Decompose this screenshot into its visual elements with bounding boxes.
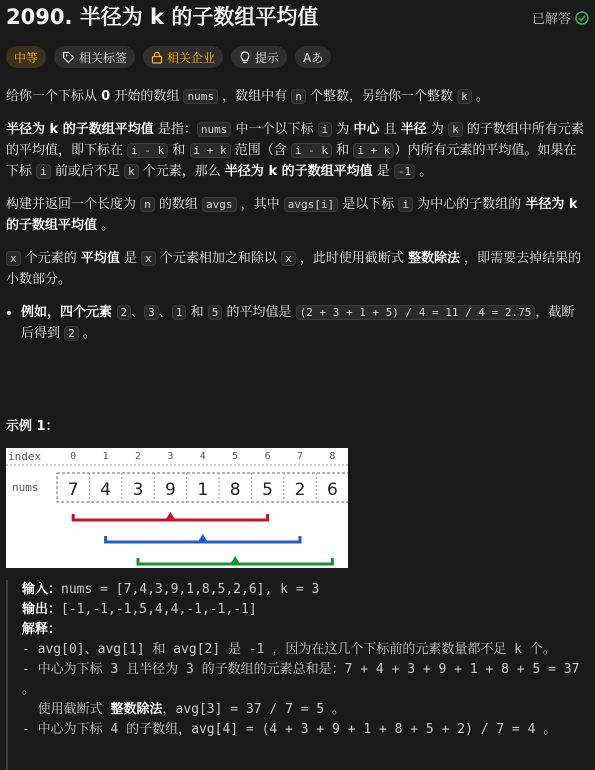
title-row: [6, 2, 589, 32]
center-marker: [165, 512, 175, 520]
array-value: 6: [326, 480, 338, 500]
difficulty-badge[interactable]: [6, 46, 46, 68]
index-tick: 2: [134, 451, 142, 462]
translate-icon: Aあ: [303, 50, 324, 65]
translate-button[interactable]: [295, 46, 331, 68]
solved-label: 已解答: [531, 12, 571, 27]
desc-paragraph-4: x 个元素的 平均值 是 x 个元素相加之和除以 x ，此时使用截断式 整数除法 ，即需要去掉结果的小数部分。: [6, 251, 582, 287]
array-value: 2: [294, 480, 306, 500]
center-marker: [230, 556, 240, 564]
example-figure-svg: [6, 448, 348, 568]
explain-line-3: 使用截断式 整数除法，avg[3] = 37 / 7 = 5 。: [22, 702, 346, 717]
related-companies-button[interactable]: [143, 46, 223, 68]
index-tick: 7: [296, 451, 304, 462]
array-value: 3: [132, 480, 144, 500]
problem-title: 2090. 半径为 k 的子数组平均值: [6, 5, 319, 29]
desc-bullet-list: [6, 302, 586, 344]
index-tick: 4: [199, 451, 206, 462]
list-item: • 例如，四个元素 2 、 3 、 1 和 5 的平均值是 (2 + 3 + 1 + 5) / 4 = 11 / 4 = 2.75 ，截断后得到 2 。: [21, 302, 586, 344]
desc-paragraph-1: 给你一个下标从 0 开始的数组 nums ，数组中有 n 个整数，另给你一个整数 k 。: [6, 89, 489, 104]
example-input-line: [22, 580, 591, 600]
related-tags-label: 相关标签: [79, 50, 128, 65]
output-label: 输出：: [22, 602, 62, 617]
center-marker: [198, 534, 208, 542]
tag-icon: [62, 51, 75, 64]
array-value: 5: [262, 480, 274, 500]
output-value: [-1,-1,-1,5,4,4,-1,-1,-1]: [61, 602, 257, 617]
index-tick: 8: [329, 451, 336, 462]
check-circle-icon: [575, 11, 589, 25]
hint-button[interactable]: [231, 46, 287, 68]
desc-paragraph-2: 半径为 k 的子数组平均值 是指： nums 中一个以下标 i 为 中心 且 半径 为 k 的子数组中所有元素的平均值，即下标在 i - k 和 i + k 范围（含 i - k 和 i + k ）内所有元素的平均值。如果在下标 i 前或后不足 k 个元素，那么 半径为 k 的子数组平均值 是 -1 。: [6, 122, 584, 179]
input-label: 输入：: [22, 582, 62, 597]
index-tick: 0: [70, 451, 77, 462]
lightbulb-icon: [239, 51, 251, 64]
array-value: 9: [164, 480, 176, 500]
explain-line-1: - avg[0]、avg[1] 和 avg[2] 是 -1 ，因为在这几个下标前的元素数量都不足 k 个。: [22, 642, 556, 657]
explain-label: 解释：: [22, 622, 62, 637]
related-companies-label: 相关企业: [167, 50, 216, 65]
index-tick: 6: [264, 451, 271, 462]
array-value: 1: [197, 480, 209, 500]
example-output-line: [22, 600, 591, 620]
array-value: 8: [229, 480, 241, 500]
lock-icon: [151, 51, 163, 64]
index-label: index: [8, 450, 42, 463]
input-value: nums = [7,4,3,9,1,8,5,2,6], k = 3: [61, 582, 320, 597]
array-value: 7: [67, 480, 79, 500]
example-block: [6, 580, 591, 770]
nums-label: nums: [12, 481, 39, 494]
example-title: 示例 1：: [6, 419, 59, 434]
problem-description: [6, 86, 586, 344]
related-tags-button[interactable]: [54, 46, 135, 68]
explain-line-4: - 中心为下标 4 的子数组，avg[4] = (4 + 3 + 9 + 1 + 8 + 5 + 2) / 7 = 4 。: [22, 722, 557, 737]
example-figure: [6, 448, 348, 568]
solved-status: [532, 8, 589, 27]
index-tick: 3: [167, 451, 174, 462]
array-value: 4: [100, 480, 112, 500]
index-tick: 5: [232, 451, 239, 462]
hint-label: 提示: [255, 50, 280, 65]
desc-paragraph-3: 构建并返回一个长度为 n 的数组 avgs ，其中 avgs[i] 是以下标 i 为中心的子数组的 半径为 k 的子数组平均值 。: [6, 197, 578, 233]
difficulty-label: 中等: [14, 50, 39, 65]
tag-bar: [6, 46, 331, 68]
explain-line-2: - 中心为下标 3 且半径为 3 的子数组的元素总和是：7 + 4 + 3 + 9 + 1 + 8 + 5 = 37 。: [22, 662, 588, 697]
index-tick: 1: [102, 451, 109, 462]
